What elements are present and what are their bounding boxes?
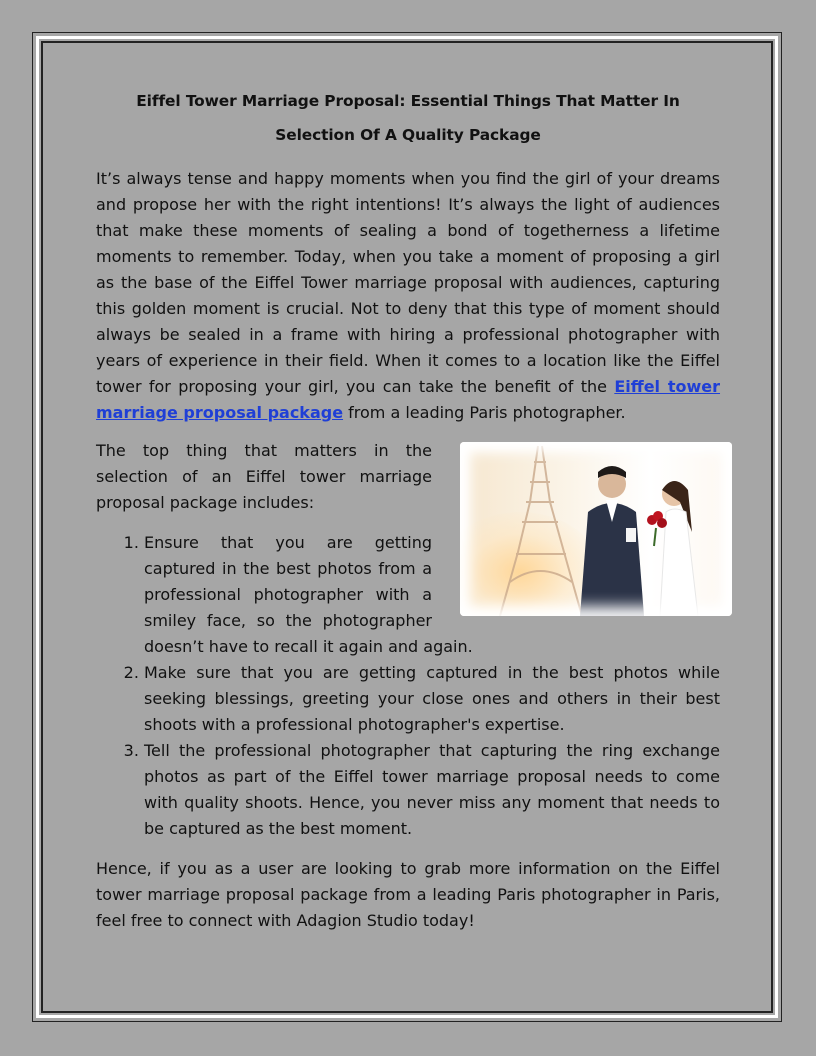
intro-text-after-link: from a leading Paris photographer. <box>343 403 626 422</box>
document-title: Eiffel Tower Marriage Proposal: Essential Things That Matter In Selection Of A Quality Package <box>136 92 680 144</box>
intro-paragraph <box>96 166 720 426</box>
document-body <box>96 84 720 934</box>
list-item: 1. Ensure that you are getting captured in the best photos from a professional photographer with a smiley face, so the photographer doesn’t have to recall it again and again. <box>144 530 720 660</box>
photo-soft-edge <box>460 442 732 616</box>
package-link[interactable]: Eiffel tower marriage proposal package <box>96 377 721 422</box>
list-item: 2. Make sure that you are getting captured in the best photos while seeking blessings, greeting your close ones and others in their best shoots with a professional photographer's expertise. <box>144 660 720 738</box>
top-things-paragraph: The top thing that matters in the selection of an Eiffel tower marriage proposal package includes: <box>96 441 432 512</box>
intro-text-before-link: It’s always tense and happy moments when you find the girl of your dreams and propose her with the right intentions! It’s always the light of audiences that make these moments of sealing a bond of togetherness a lifetime moments to remember. Today, when you take a moment of proposing a girl as the base of the Eiffel Tower marriage proposal with audiences, capturing this golden moment is crucial. Not to deny that this type of moment should always be sealed in a frame with hiring a professional photographer with years of experience in their field. When it comes to a location like the Eiffel tower for proposing your girl, you can take the benefit of the <box>96 169 720 396</box>
closing-paragraph: Hence, if you as a user are looking to grab more information on the Eiffel tower marriage proposal package from a leading Paris photographer in Paris, feel free to connect with Adagion Studio today! <box>96 859 720 930</box>
proposal-photo <box>460 442 732 616</box>
list-item: 3. Tell the professional photographer that capturing the ring exchange photos as part of the Eiffel tower marriage proposal needs to come with quality shoots. Hence, you never miss any moment that needs to be captured as the best moment. <box>144 738 720 842</box>
